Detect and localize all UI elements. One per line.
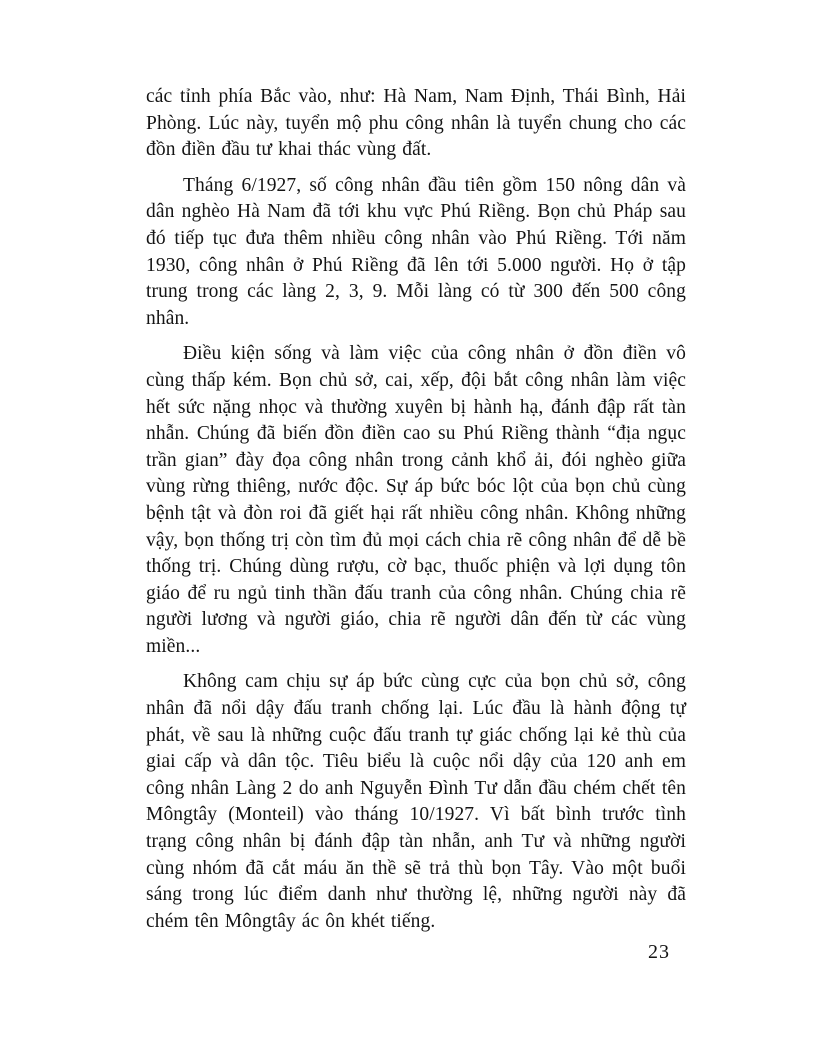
paragraph: Không cam chịu sự áp bức cùng cực của bọn chủ sở, công nhân đã nổi dậy đấu tranh chống lại. Lúc đầu là hành động tự phát, về sau là những cuộc đấu tranh tự giác chống lại kẻ thù của giai cấp và dân tộc. Tiêu biểu là cuộc nổi dậy của 120 anh em công nhân Làng 2 do anh Nguyễn Đình Tư dẫn đầu chém chết tên Môngtây (Monteil) vào tháng 10/1927. Vì bất bình trước tình trạng công nhân bị đánh đập tàn nhẫn, anh Tư và những người cùng nhóm đã cắt máu ăn thề sẽ trả thù bọn Tây. Vào một buổi sáng trong lúc điểm danh như thường lệ, những người này đã chém tên Môngtây ác ôn khét tiếng. xyxy=(146,671,686,932)
paragraph: các tỉnh phía Bắc vào, như: Hà Nam, Nam Định, Thái Bình, Hải Phòng. Lúc này, tuyển mộ phu công nhân là tuyển chung cho các đồn điền đầu tư khai thác vùng đất. xyxy=(146,86,686,161)
paragraph: Tháng 6/1927, số công nhân đầu tiên gồm 150 nông dân và dân nghèo Hà Nam đã tới khu vực Phú Riềng. Bọn chủ Pháp sau đó tiếp tục đưa thêm nhiều công nhân vào Phú Riềng. Tới năm 1930, công nhân ở Phú Riềng đã lên tới 5.000 người. Họ ở tập trung trong các làng 2, 3, 9. Mỗi làng có từ 300 đến 500 công nhân. xyxy=(146,174,686,329)
page-number: 23 xyxy=(648,941,670,963)
paragraph: Điều kiện sống và làm việc của công nhân ở đồn điền vô cùng thấp kém. Bọn chủ sở, cai, xếp, đội bắt công nhân làm việc hết sức nặng nhọc và thường xuyên bị hành hạ, đánh đập rất tàn nhẫn. Chúng đã biến đồn điền cao su Phú Riềng thành “địa ngục trần gian” đày đọa công nhân trong cảnh khổ ải, đói nghèo giữa vùng rừng thiêng, nước độc. Sự áp bức bóc lột của bọn chủ cùng bệnh tật và đòn roi đã giết hại rất nhiều công nhân. Không những vậy, bọn thống trị còn tìm đủ mọi cách chia rẽ công nhân để dễ bề thống trị. Chúng dùng rượu, cờ bạc, thuốc phiện và lợi dụng tôn giáo để ru ngủ tinh thần đấu tranh của công nhân. Chúng chia rẽ người lương và người giáo, chia rẽ người dân đến từ các vùng miền... xyxy=(146,343,686,657)
text-body xyxy=(146,84,686,944)
